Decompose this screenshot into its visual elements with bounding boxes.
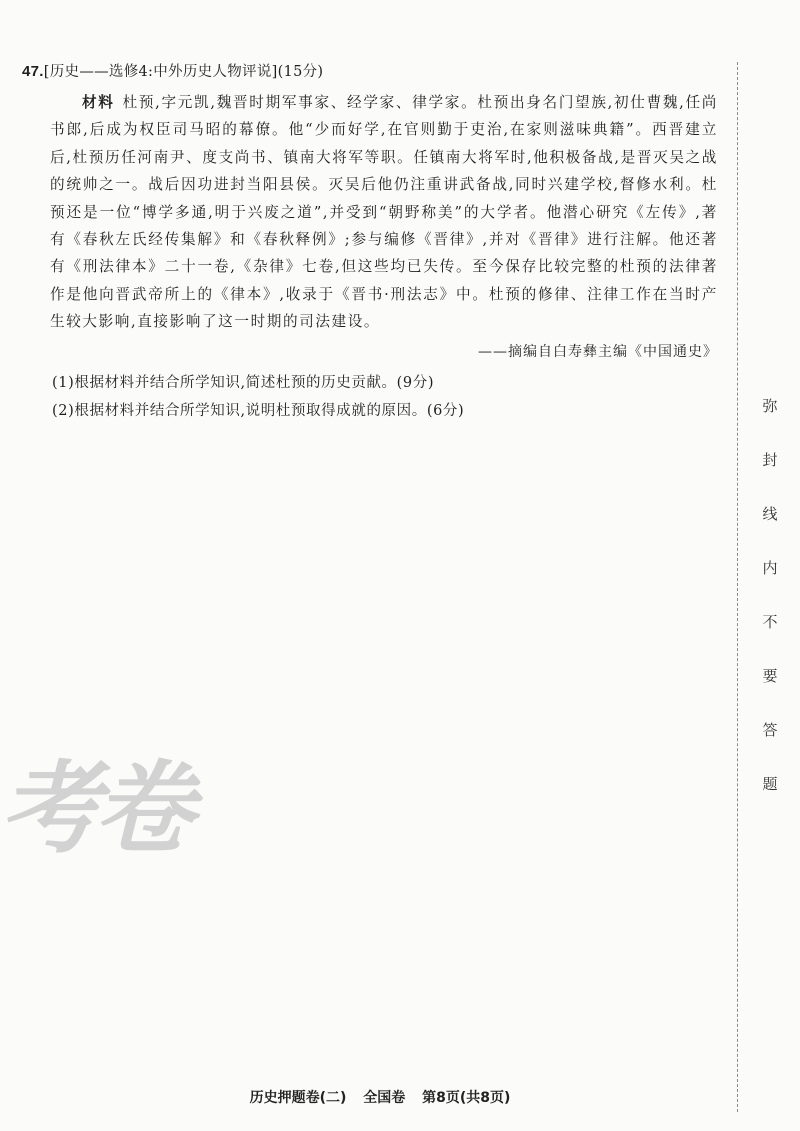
- footer-page: 第8页(共8页): [422, 1090, 511, 1106]
- material-source: ——摘编自白寿彝主编《中国通史》: [478, 344, 718, 360]
- binding-char: 弥: [762, 397, 778, 415]
- page-footer: [0, 1087, 760, 1107]
- binding-char: 不: [762, 613, 778, 631]
- question-header: [22, 60, 323, 81]
- sub-question-1: (1)根据材料并结合所学知识,简述杜预的历史贡献。(9分): [52, 375, 435, 391]
- binding-char: 内: [762, 559, 778, 577]
- sub-question-2: (2)根据材料并结合所学知识,说明杜预取得成就的原因。(6分): [52, 403, 465, 419]
- footer-title: 历史押题卷(二): [249, 1090, 347, 1106]
- binding-char: 要: [762, 667, 778, 685]
- material-paragraph: [50, 89, 718, 336]
- material-text: 杜预,字元凯,魏晋时期军事家、经学家、律学家。杜预出身名门望族,初仕曹魏,任尚书郎,后成为权臣司马昭的幕僚。他“少而好学,在官则勤于吏治,在家则滋味典籍”。西晋建立后,杜预历任河南尹、度支尚书、镇南大将军等职。任镇南大将军时,他积极备战,是晋灭吴之战的统帅之一。战后因功进封当阳县侯。灭吴后他仍注重讲武备战,同时兴建学校,督修水利。杜预还是一位“博学多通,明于兴废之道”,并受到“朝野称美”的大学者。他潜心研究《左传》,著有《春秋左氏经传集解》和《春秋释例》;参与编修《晋律》,并对《晋律》进行注解。他还著有《刑法律本》二十一卷,《杂律》七卷,但这些均已失传。至今保存比较完整的杜预的法律著作是他向晋武帝所上的《律本》,收录于《晋书·刑法志》中。杜预的修律、注律工作在当时产生较大影响,直接影响了这一时期的司法建设。: [50, 94, 718, 331]
- binding-margin-notice: [757, 395, 783, 827]
- binding-char: 线: [762, 505, 778, 523]
- watermark: 考卷: [0, 750, 188, 867]
- question-number: 47.: [22, 63, 44, 80]
- question-title: [历史——选修4:中外历史人物评说](15分): [43, 64, 324, 80]
- binding-char: 答: [762, 721, 778, 739]
- footer-edition: 全国卷: [363, 1090, 406, 1106]
- binding-dashed-line: [737, 62, 738, 1112]
- binding-char: 题: [762, 775, 778, 793]
- binding-char: 封: [762, 451, 778, 469]
- material-label: 材料: [82, 94, 115, 111]
